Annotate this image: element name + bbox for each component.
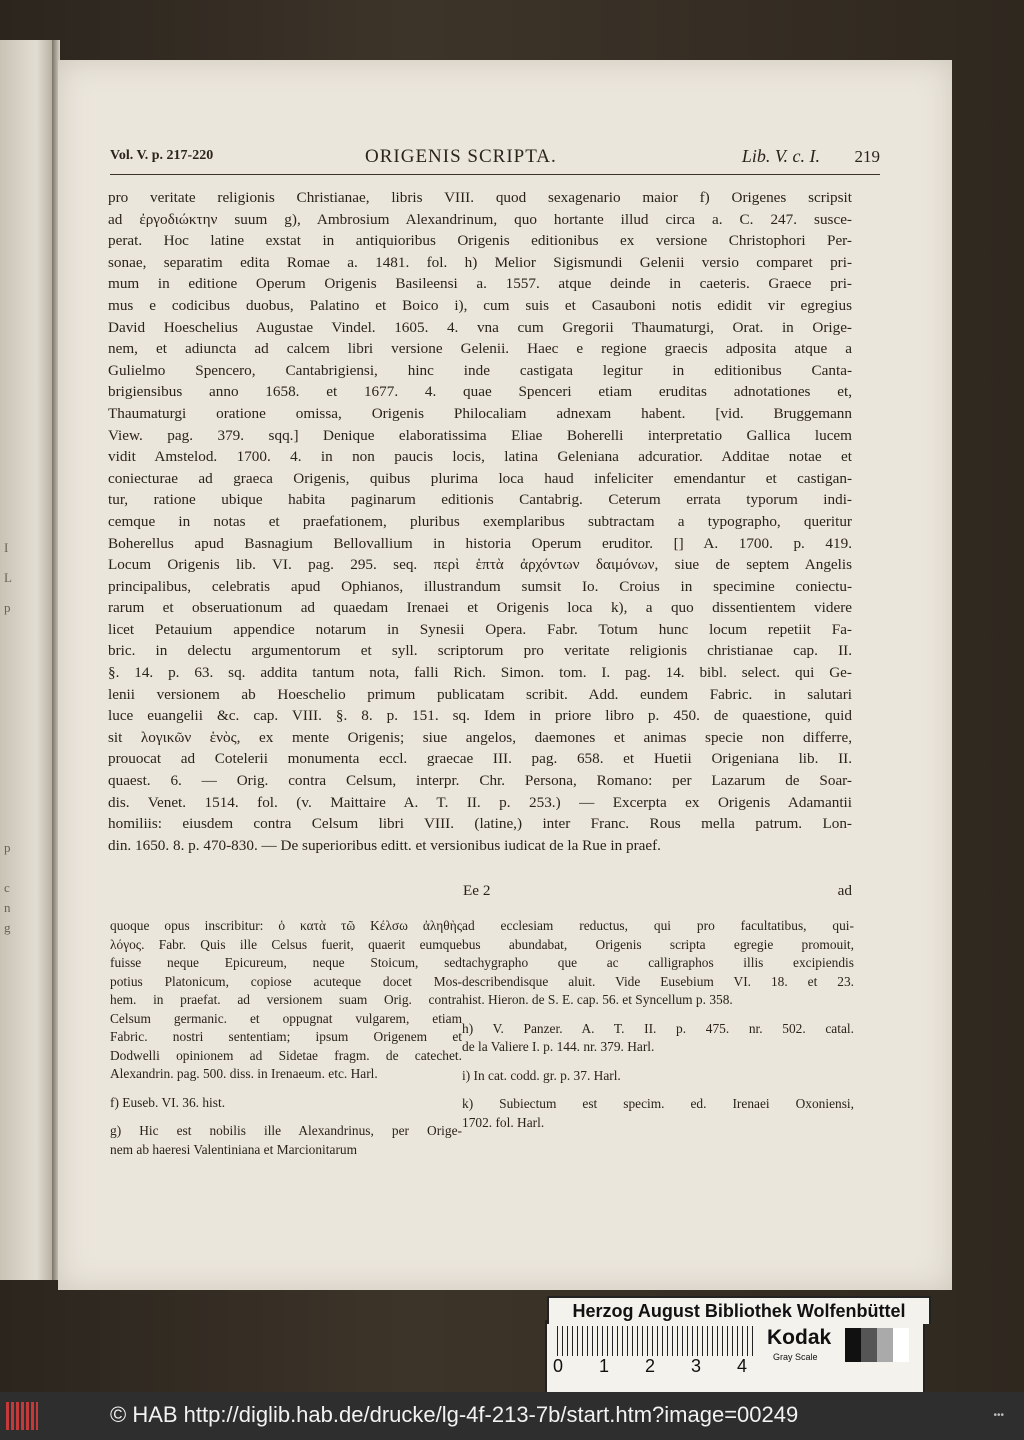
text-line: David Hoeschelius Augustae Vindel. 1605. 4. vna cum Gregorii Thaumaturgi, Orat. in Orige- bbox=[108, 318, 852, 336]
text-line: prouocat ad Cotelerii monumenta eccl. graecae III. pag. 658. et Huetii Origeniana lib. II. bbox=[108, 750, 852, 768]
footnote-line: fuisse neque Epicureum, neque Stoicum, sed bbox=[110, 955, 462, 970]
footnote-line: f) Euseb. VI. 36. hist. bbox=[110, 1094, 226, 1110]
text-line: mus e codicibus duobus, Palatino et Boico i), cum suis et Casauboni notis edidit vir egregius bbox=[108, 296, 852, 314]
scale-number: 0 bbox=[553, 1356, 564, 1376]
library-scan-label bbox=[545, 1301, 925, 1396]
footnote-line: g) Hic est nobilis ille Alexandrinus, per Orige- bbox=[110, 1123, 462, 1138]
text-line: ad ἐργοδιώκτην suum g), Ambrosium Alexandrinum, quo hortante illud circa a. C. 247. susce- bbox=[108, 210, 852, 228]
footnote-line: potius Platonicum, copiose acuteque docet Mos- bbox=[110, 973, 462, 989]
kodak-brand: Kodak bbox=[767, 1326, 832, 1349]
text-line: sonae, separatim edita Romae a. 1481. fol. h) Melior Sigismundi Gelenii versio comparet pri- bbox=[108, 253, 852, 271]
running-header bbox=[110, 144, 880, 175]
footnote-line: λόγος. Fabr. Quis ille Celsus fuerit, quaerit eumque bbox=[110, 936, 462, 952]
footnote bbox=[462, 917, 854, 1010]
scale-number: 2 bbox=[645, 1356, 656, 1376]
text-line: Boherellus apud Basnagium Bellovallium in historia Operum eruditor. [] A. 1700. p. 419. bbox=[108, 534, 852, 552]
library-name: Herzog August Bibliothek Wolfenbüttel bbox=[547, 1296, 931, 1324]
text-line: lenii versionem ab Hoeschelio primum publicatam scribit. Add. eundem Fabric. in salutari bbox=[108, 685, 852, 703]
footnote-line: Celsum germanic. et oppugnat vulgarem, etiam bbox=[110, 1010, 462, 1026]
footnotes-left-column bbox=[110, 917, 462, 1169]
gray-swatch bbox=[861, 1328, 877, 1362]
text-line: nem, et adiuncta ad calcem libri versione Gelenii. Haec e regione graecis adposita atque a bbox=[108, 340, 852, 358]
text-line: pro veritate religionis Christianae, libris VIII. quod sexagenario maior f) Origenes scripsit bbox=[108, 189, 852, 206]
text-line: principalibus, celebratis apud Ophianos, illustrandum sumsit Io. Croius in specimine coniectu- bbox=[108, 577, 852, 595]
text-line: brigiensibus anno 1658. et 1677. 4. quae Spenceri etiam eruditas adnotationes et, bbox=[108, 383, 852, 401]
footnote-line: bus abundabat, Origenis scripta egregie promouit, bbox=[462, 936, 854, 952]
footnote-line: Dodwelli opinionem ad Sidetae fragm. de catechet. bbox=[110, 1047, 462, 1063]
text-line: dis. Venet. 1514. fol. (v. Maittaire A. T. II. p. 253.) — Excerpta ex Origenis Adamantii bbox=[108, 793, 852, 811]
text-line: coniecturae ad graeca Origenis, quibus plurima loca haud infeliciter emendantur et castigan- bbox=[108, 469, 852, 487]
header-volume-ref: Vol. V. p. 217-220 bbox=[110, 148, 214, 163]
text-line: luce euangelii &c. cap. VIII. §. 8. p. 151. sq. Idem in priore libro p. 450. de quaestione, quid bbox=[108, 707, 852, 725]
book-page bbox=[58, 60, 952, 1290]
page-number: 219 bbox=[854, 147, 880, 166]
text-line: §. 14. p. 63. sq. addita tantum nota, falli Rich. Simon. tom. I. pag. 14. bibl. select. qui Ge- bbox=[108, 664, 852, 682]
text-line: licet Petauium appendice notarum in Synesii Opera. Fabr. Totum hunc locum repetiit Fa- bbox=[108, 620, 852, 638]
text-line: rarum et obseruationum ad quaedam Irenaei et Origenis loca k), a quo dissentientem videre bbox=[108, 599, 852, 617]
text-line: quaest. 6. — Orig. contra Celsum, interpr. Chr. Persona, Romano: per Lazarum de Soar- bbox=[108, 772, 852, 790]
footnote-line: Alexandrin. pag. 500. diss. in Irenaeum. etc. Harl. bbox=[110, 1066, 378, 1081]
text-line: View. pag. 379. sqq.] Denique elaboratissima Eliae Boherelli interpretatio Gallica lucem bbox=[108, 426, 852, 444]
footer-copyright-link[interactable]: © HAB http://diglib.hab.de/drucke/lg-4f-213-7b/start.htm?image=00249 bbox=[110, 1402, 799, 1427]
header-title: ORIGENIS SCRIPTA. bbox=[365, 146, 557, 167]
footnote-line: 1702. fol. Harl. bbox=[462, 1114, 545, 1130]
text-line: Locum Origenis lib. VI. pag. 295. seq. περὶ ἑπτὰ ἀρχόντων δαιμόνων, siue de septem Angelis bbox=[108, 556, 852, 574]
signature-mark: Ee 2 bbox=[463, 882, 491, 899]
previous-page-edge: I L p p c n g bbox=[0, 40, 52, 1280]
footer-menu-dots[interactable]: ••• bbox=[993, 1410, 1004, 1421]
footnote-line: k) Subiectum est specim. ed. Irenaei Oxoniensi, bbox=[462, 1096, 854, 1111]
footnote-line: Fabric. nostri sententiam; ipsum Origenem et bbox=[110, 1029, 462, 1044]
text-line: homiliis: eiusdem contra Celsum libri VIII. (latine,) inter Franc. Rous mella patrum. Lon- bbox=[108, 815, 852, 833]
scale-number: 3 bbox=[691, 1356, 702, 1376]
hab-barcode-icon bbox=[6, 1402, 38, 1430]
text-line: tur, ratione ubique habita paginarum editionis Cantabrig. Ceterum errata typorum indi- bbox=[108, 491, 852, 509]
signature-line bbox=[108, 882, 852, 904]
footnote-line: quoque opus inscribitur: ὁ κατὰ τῶ Κέλσω ἀληθὴς bbox=[110, 918, 462, 933]
scale-ruler bbox=[557, 1326, 755, 1356]
footnote bbox=[110, 1122, 462, 1159]
footnote-line: describendisque aluit. Vide Eusebium VI. 18. et 23. bbox=[462, 973, 854, 989]
footnote-line: hist. Hieron. de S. E. cap. 56. et Syncellum p. 358. bbox=[462, 992, 733, 1007]
footnote bbox=[462, 1020, 854, 1057]
scale-numbers bbox=[553, 1356, 763, 1382]
scale-number: 1 bbox=[599, 1356, 610, 1376]
gray-scale-label: Gray Scale bbox=[773, 1352, 818, 1362]
footnote-line: i) In cat. codd. gr. p. 37. Harl. bbox=[462, 1067, 621, 1083]
text-line: bric. in delectu argumentorum et syll. scriptorum pro veritate religionis christianae cap. II. bbox=[108, 642, 852, 660]
footnote bbox=[462, 1067, 854, 1086]
footnote-line: tachygrapho que ac calligraphos illis excipiendis bbox=[462, 955, 854, 970]
footnote bbox=[110, 1094, 462, 1113]
scale-number: 4 bbox=[737, 1356, 748, 1376]
footnote bbox=[110, 917, 462, 1084]
footnote bbox=[462, 1095, 854, 1132]
footnotes-right-column bbox=[462, 917, 854, 1142]
text-line: Gulielmo Spencero, Cantabrigiensi, hinc inde castigata legitur in editionibus Canta- bbox=[108, 361, 852, 379]
text-line: mum in editione Operum Origenis Basileensi a. 1557. atque deinde in caeteris. Graece pri- bbox=[108, 275, 852, 293]
text-line: vidit Amstelod. 1700. 4. in non paucis locis, latina Geleniana adcuratior. Additae notae et bbox=[108, 448, 852, 466]
footnote-line: ad ecclesiam reductus, qui pro facultatibus, qui- bbox=[462, 918, 854, 933]
text-line: din. 1650. 8. p. 470-830. — De superioribus editt. et versionibus iudicat de la Rue in praef. bbox=[108, 836, 661, 854]
text-line: sit λογικῶν ἑνὸς, ex mente Origenis; siue angelos, daemones et animas specie non differre, bbox=[108, 728, 852, 746]
footnote-line: nem ab haeresi Valentiniana et Marcionitarum bbox=[110, 1141, 358, 1157]
text-line: cemque in notas et praefationem, pluribus exemplaribus subtractam a typographo, queritur bbox=[108, 512, 852, 530]
text-line: Thaumaturgi oratione omissa, Origenis Philocaliam adnexam habent. [vid. Bruggemann bbox=[108, 404, 852, 422]
main-text-block bbox=[108, 187, 852, 856]
gray-swatch bbox=[893, 1328, 909, 1362]
footnote-line: de la Valiere I. p. 144. nr. 379. Harl. bbox=[462, 1039, 655, 1054]
viewer-footer bbox=[0, 1392, 1024, 1440]
header-book-ref: Lib. V. c. I. bbox=[741, 146, 820, 166]
text-line: perat. Hoc latine exstat in antiquioribus Origenis editionibus ex versione Christophori Per- bbox=[108, 232, 852, 250]
catchword: ad bbox=[837, 882, 852, 899]
footnote-line: h) V. Panzer. A. T. II. p. 475. nr. 502. catal. bbox=[462, 1020, 854, 1036]
footnote-line: hem. in praefat. ad versionem suam Orig. contra bbox=[110, 992, 462, 1007]
gray-swatch bbox=[877, 1328, 893, 1362]
gray-swatch bbox=[845, 1328, 861, 1362]
